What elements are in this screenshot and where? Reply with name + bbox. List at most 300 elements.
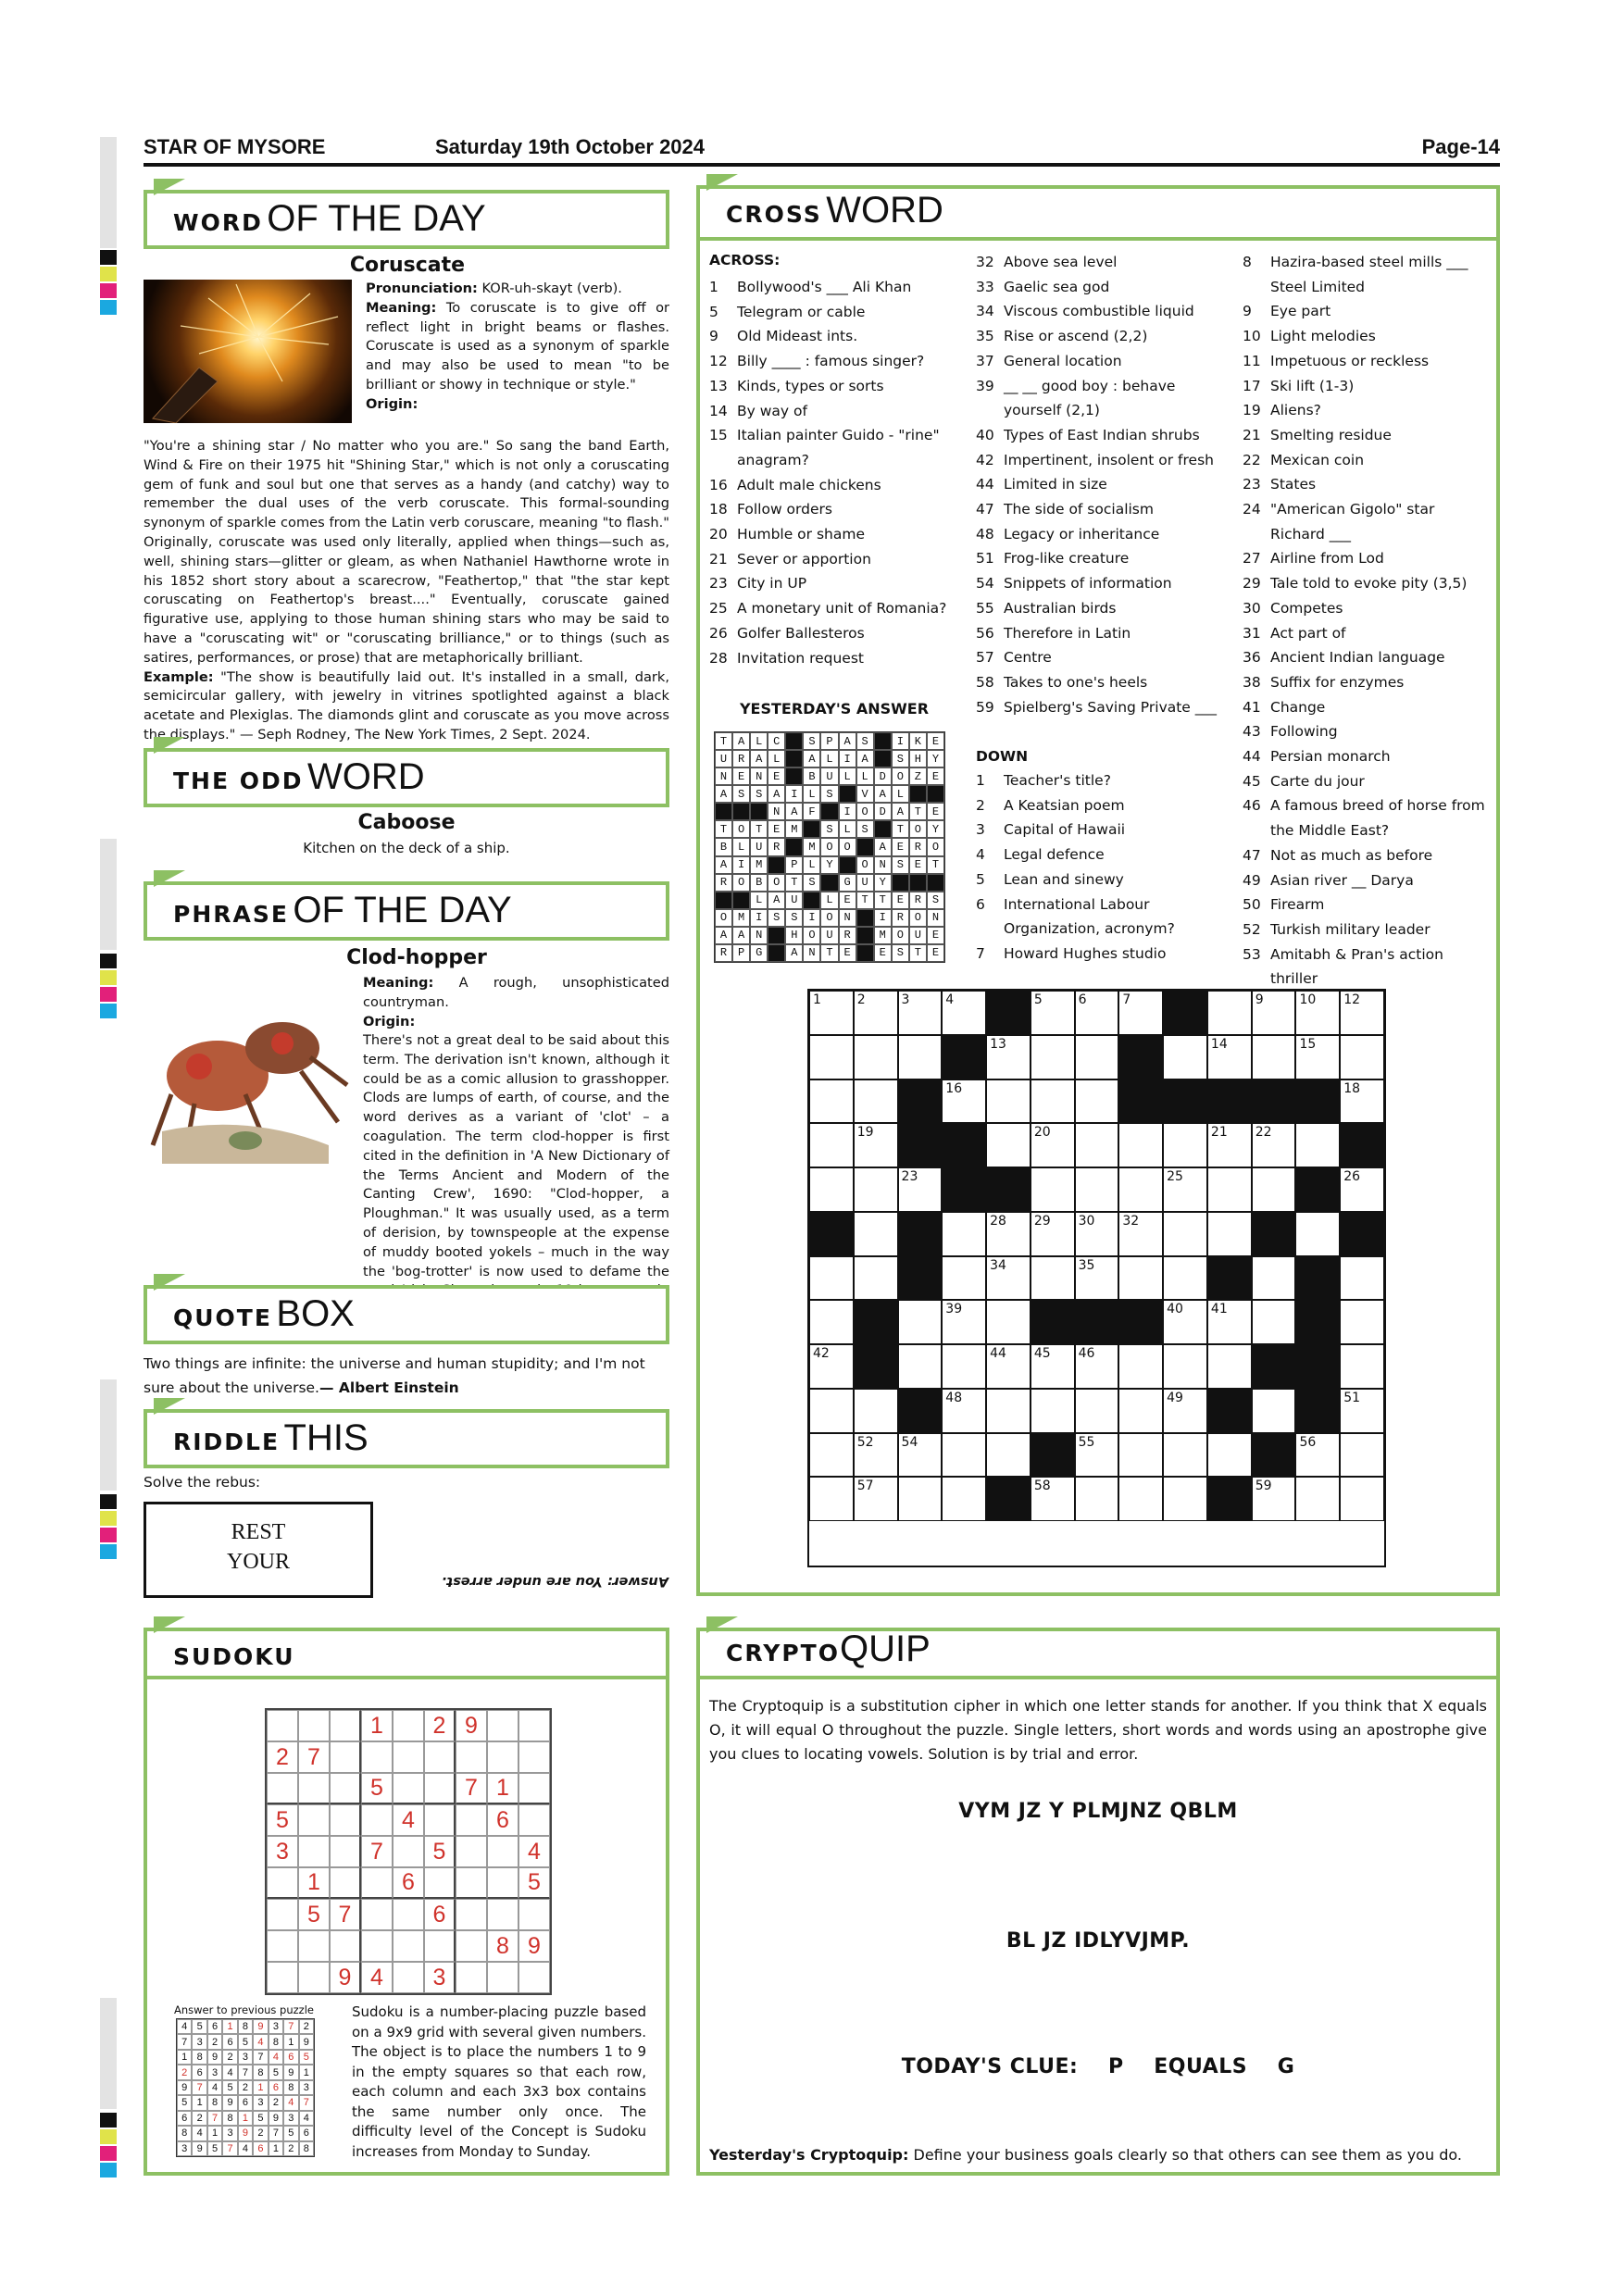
clue-item bbox=[976, 423, 1230, 448]
answer-black-square bbox=[768, 856, 785, 874]
crossword-cell[interactable] bbox=[1207, 1300, 1252, 1344]
crossword-cell[interactable] bbox=[898, 1433, 943, 1478]
quote-author: — Albert Einstein bbox=[319, 1379, 459, 1396]
sudoku-answer-cell: 5 bbox=[299, 2050, 314, 2065]
clue-text: Following bbox=[1270, 723, 1338, 741]
clue-text: Australian birds bbox=[1004, 599, 1117, 617]
reg-swatch-cyan bbox=[100, 1544, 117, 1559]
crossword-cell[interactable] bbox=[1252, 1123, 1296, 1167]
sudoku-empty-cell[interactable] bbox=[424, 1741, 456, 1773]
banner-small-text: PHRASE bbox=[173, 901, 289, 928]
clue-number: 39 bbox=[976, 377, 994, 394]
crossword-cell[interactable] bbox=[986, 1035, 1031, 1079]
clue-item bbox=[709, 571, 959, 596]
answer-letter: T bbox=[909, 803, 927, 820]
crossword-cell[interactable] bbox=[986, 1344, 1031, 1389]
answer-letter: B bbox=[803, 767, 820, 785]
cell-number: 54 bbox=[901, 1434, 918, 1450]
crossword-cell[interactable] bbox=[1207, 1123, 1252, 1167]
crossword-cell[interactable] bbox=[1340, 1344, 1384, 1389]
sudoku-empty-cell[interactable] bbox=[330, 1741, 361, 1773]
clue-item bbox=[709, 374, 959, 399]
crossword-cell[interactable] bbox=[942, 1477, 986, 1521]
sudoku-empty-cell[interactable] bbox=[424, 1773, 456, 1804]
crossword-cell[interactable] bbox=[809, 1079, 854, 1124]
crossword-cell[interactable] bbox=[942, 1079, 986, 1124]
sudoku-answer-cell: 4 bbox=[299, 2111, 314, 2126]
cell-number: 48 bbox=[945, 1390, 963, 1405]
crossword-black-square bbox=[1295, 1344, 1340, 1389]
sudoku-empty-cell[interactable] bbox=[487, 1836, 518, 1867]
clue-number: 33 bbox=[976, 278, 994, 295]
crossword-cell[interactable] bbox=[1163, 1123, 1207, 1167]
sudoku-empty-cell[interactable] bbox=[424, 1867, 456, 1899]
clue-item bbox=[976, 917, 1230, 942]
crossword-cell[interactable] bbox=[809, 1477, 854, 1521]
crossword-cell[interactable] bbox=[942, 1256, 986, 1301]
crossword-cell[interactable] bbox=[1163, 1035, 1207, 1079]
cell-number: 10 bbox=[1299, 992, 1317, 1007]
sudoku-answer-cell: 1 bbox=[299, 2065, 314, 2079]
clue-number: 27 bbox=[1243, 550, 1261, 568]
banner-corner-icon bbox=[706, 174, 738, 191]
crossword-cell[interactable] bbox=[986, 1256, 1031, 1301]
sudoku-answer-cell: 6 bbox=[269, 2080, 283, 2095]
crossword-cell[interactable] bbox=[854, 1389, 898, 1433]
crossword-cell[interactable] bbox=[809, 1389, 854, 1433]
crossword-cell[interactable] bbox=[1340, 991, 1384, 1035]
clue-text: By way of bbox=[737, 402, 807, 419]
banner-small-text: CROSS bbox=[726, 201, 822, 228]
crossword-cell[interactable] bbox=[942, 1389, 986, 1433]
clue-text: Impertinent, insolent or fresh bbox=[1004, 451, 1214, 468]
clue-label: TODAY'S CLUE: bbox=[901, 2055, 1079, 2078]
crossword-cell[interactable] bbox=[1118, 1344, 1163, 1389]
crossword-cell[interactable] bbox=[1340, 1300, 1384, 1344]
crossword-cell[interactable] bbox=[854, 1433, 898, 1478]
sudoku-answer-cell: 8 bbox=[283, 2080, 298, 2095]
crossword-cell[interactable] bbox=[1252, 1167, 1296, 1212]
sudoku-empty-cell[interactable] bbox=[487, 1710, 518, 1741]
clue-text: Mexican coin bbox=[1270, 451, 1365, 468]
crossword-cell[interactable] bbox=[1340, 1079, 1384, 1124]
answer-letter: I bbox=[839, 803, 856, 820]
sudoku-empty-cell[interactable] bbox=[487, 1899, 518, 1930]
crossword-cell[interactable] bbox=[1340, 1389, 1384, 1433]
sudoku-given-cell: 9 bbox=[330, 1962, 361, 1993]
clue-item bbox=[709, 423, 959, 448]
crossword-cell[interactable] bbox=[1075, 1344, 1119, 1389]
sudoku-empty-cell[interactable] bbox=[330, 1836, 361, 1867]
crossword-cell[interactable] bbox=[1340, 1433, 1384, 1478]
crossword-cell[interactable] bbox=[1031, 1212, 1075, 1256]
crossword-cell[interactable] bbox=[1295, 1477, 1340, 1521]
sudoku-empty-cell[interactable] bbox=[298, 1930, 330, 1962]
sudoku-empty-cell[interactable] bbox=[267, 1962, 298, 1993]
sudoku-empty-cell[interactable] bbox=[518, 1710, 550, 1741]
sudoku-empty-cell[interactable] bbox=[298, 1804, 330, 1836]
crossword-black-square bbox=[854, 1344, 898, 1389]
crossword-cell[interactable] bbox=[1118, 1212, 1163, 1256]
crossword-cell[interactable] bbox=[942, 1300, 986, 1344]
sudoku-empty-cell[interactable] bbox=[456, 1962, 487, 1993]
sudoku-empty-cell[interactable] bbox=[330, 1773, 361, 1804]
clue-item bbox=[709, 300, 959, 325]
sudoku-empty-cell[interactable] bbox=[393, 1962, 424, 1993]
clue-item bbox=[976, 695, 1230, 720]
clue-text: Golfer Ballesteros bbox=[737, 624, 865, 642]
sudoku-given-cell: 1 bbox=[298, 1867, 330, 1899]
crossword-cell[interactable] bbox=[1031, 1079, 1075, 1124]
crossword-cell[interactable] bbox=[1118, 1477, 1163, 1521]
answer-letter: S bbox=[732, 785, 750, 803]
crossword-cell[interactable] bbox=[986, 1433, 1031, 1478]
crossword-cell[interactable] bbox=[1207, 1035, 1252, 1079]
crossword-cell[interactable] bbox=[942, 1433, 986, 1478]
reg-swatch-magenta bbox=[100, 1528, 117, 1542]
clue-item bbox=[1243, 522, 1493, 547]
crossword-cell[interactable] bbox=[898, 1344, 943, 1389]
answer-black-square bbox=[856, 909, 874, 927]
crossword-cell[interactable] bbox=[854, 1167, 898, 1212]
answer-letter: K bbox=[909, 732, 927, 750]
sudoku-answer-cell: 2 bbox=[222, 2050, 237, 2065]
crossword-cell[interactable] bbox=[898, 1300, 943, 1344]
sudoku-empty-cell[interactable] bbox=[267, 1930, 298, 1962]
crossword-cell[interactable] bbox=[1118, 1256, 1163, 1301]
sudoku-empty-cell[interactable] bbox=[267, 1773, 298, 1804]
clue-text: Ski lift (1-3) bbox=[1270, 377, 1355, 394]
crossword-cell[interactable] bbox=[1031, 1344, 1075, 1389]
answer-letter: A bbox=[892, 803, 909, 820]
crossword-cell[interactable] bbox=[1075, 1212, 1119, 1256]
clue-item bbox=[1243, 818, 1493, 843]
answer-letter: E bbox=[927, 767, 944, 785]
crossword-cell[interactable] bbox=[1163, 1389, 1207, 1433]
answer-letter: S bbox=[820, 820, 838, 838]
sudoku-given-cell: 8 bbox=[487, 1930, 518, 1962]
sudoku-empty-cell[interactable] bbox=[267, 1867, 298, 1899]
sudoku-empty-cell[interactable] bbox=[487, 1867, 518, 1899]
crossword-cell[interactable] bbox=[1118, 1167, 1163, 1212]
clue-number: 51 bbox=[976, 550, 994, 568]
crossword-cell[interactable] bbox=[898, 1477, 943, 1521]
crossword-cell[interactable] bbox=[1075, 1167, 1119, 1212]
sudoku-empty-cell[interactable] bbox=[518, 1741, 550, 1773]
clue-item bbox=[1243, 843, 1493, 868]
pronunciation: KOR-uh-skayt (verb). bbox=[481, 281, 622, 296]
sudoku-empty-cell[interactable] bbox=[456, 1867, 487, 1899]
crossword-cell[interactable] bbox=[1340, 1256, 1384, 1301]
banner-corner-icon bbox=[706, 1616, 738, 1633]
crossword-cell[interactable] bbox=[986, 1212, 1031, 1256]
sudoku-empty-cell[interactable] bbox=[456, 1804, 487, 1836]
crossword-cell[interactable] bbox=[809, 1433, 854, 1478]
clue-item bbox=[1243, 349, 1493, 374]
sudoku-empty-cell[interactable] bbox=[518, 1962, 550, 1993]
sudoku-empty-cell[interactable] bbox=[518, 1773, 550, 1804]
crossword-cell[interactable] bbox=[1295, 1035, 1340, 1079]
sudoku-empty-cell[interactable] bbox=[298, 1710, 330, 1741]
sudoku-empty-cell[interactable] bbox=[330, 1930, 361, 1962]
sudoku-empty-cell[interactable] bbox=[298, 1962, 330, 1993]
crossword-cell[interactable] bbox=[1163, 1433, 1207, 1478]
crossword-cell[interactable] bbox=[1207, 1433, 1252, 1478]
clue-text: Firearm bbox=[1270, 896, 1325, 914]
sudoku-given-cell: 1 bbox=[361, 1710, 393, 1741]
answer-letter: L bbox=[803, 856, 820, 874]
answer-letter: O bbox=[909, 820, 927, 838]
sudoku-answer-cell: 8 bbox=[192, 2050, 206, 2065]
crossword-cell[interactable] bbox=[1207, 1344, 1252, 1389]
sudoku-empty-cell[interactable] bbox=[393, 1710, 424, 1741]
sudoku-empty-cell[interactable] bbox=[393, 1773, 424, 1804]
sudoku-empty-cell[interactable] bbox=[361, 1741, 393, 1773]
sudoku-empty-cell[interactable] bbox=[393, 1930, 424, 1962]
crossword-cell[interactable] bbox=[942, 1212, 986, 1256]
answer-letter: P bbox=[820, 732, 838, 750]
clue-item bbox=[1243, 868, 1493, 893]
crossword-cell[interactable] bbox=[1163, 1477, 1207, 1521]
answer-letter: R bbox=[909, 892, 927, 909]
crossword-cell[interactable] bbox=[1031, 1256, 1075, 1301]
sudoku-empty-cell[interactable] bbox=[424, 1930, 456, 1962]
sudoku-answer-cell: 2 bbox=[283, 2141, 298, 2156]
sudoku-empty-cell[interactable] bbox=[487, 1962, 518, 1993]
sudoku-answer-cell: 1 bbox=[269, 2141, 283, 2156]
answer-letter: O bbox=[892, 767, 909, 785]
sudoku-empty-cell[interactable] bbox=[330, 1867, 361, 1899]
sudoku-empty-cell[interactable] bbox=[361, 1930, 393, 1962]
crossword-cell[interactable] bbox=[1031, 1477, 1075, 1521]
crossword-cell[interactable] bbox=[1075, 991, 1119, 1035]
crossword-cell[interactable] bbox=[854, 1212, 898, 1256]
clue-number: 47 bbox=[976, 501, 994, 518]
sudoku-empty-cell[interactable] bbox=[456, 1930, 487, 1962]
crossword-cell[interactable] bbox=[942, 991, 986, 1035]
crossword-cell[interactable] bbox=[1075, 1079, 1119, 1124]
clue-item bbox=[976, 645, 1230, 670]
crossword-cell[interactable] bbox=[1118, 991, 1163, 1035]
answer-letter: U bbox=[820, 927, 838, 944]
clue-number: 50 bbox=[1243, 896, 1261, 914]
word-of-day-title: Coruscate bbox=[349, 254, 466, 277]
crossword-cell[interactable] bbox=[1163, 1167, 1207, 1212]
sudoku-answer-cell: 1 bbox=[238, 2111, 253, 2126]
crossword-cell[interactable] bbox=[1163, 1300, 1207, 1344]
clue-text: Act part of bbox=[1270, 624, 1346, 642]
crossword-cell[interactable] bbox=[1163, 1256, 1207, 1301]
sudoku-given-cell: 7 bbox=[456, 1773, 487, 1804]
crossword-cell[interactable] bbox=[1295, 1212, 1340, 1256]
sudoku-empty-cell[interactable] bbox=[456, 1899, 487, 1930]
sudoku-empty-cell[interactable] bbox=[456, 1836, 487, 1867]
answer-letter: R bbox=[909, 838, 927, 855]
crossword-cell[interactable] bbox=[809, 1123, 854, 1167]
answer-letter: E bbox=[839, 892, 856, 909]
crossword-black-square bbox=[1118, 1300, 1163, 1344]
clue-number: 53 bbox=[1243, 945, 1261, 963]
cell-number: 3 bbox=[901, 992, 910, 1007]
clue-item bbox=[1243, 645, 1493, 670]
crossword-cell[interactable] bbox=[898, 1167, 943, 1212]
crossword-cell[interactable] bbox=[854, 1256, 898, 1301]
sudoku-given-cell: 4 bbox=[393, 1804, 424, 1836]
crossword-cell[interactable] bbox=[898, 991, 943, 1035]
answer-letter: M bbox=[750, 856, 768, 874]
crossword-cell[interactable] bbox=[1075, 1035, 1119, 1079]
crossword-cell[interactable] bbox=[809, 1256, 854, 1301]
answer-black-square bbox=[892, 874, 909, 892]
clue-item bbox=[976, 768, 1230, 793]
answer-black-square bbox=[927, 874, 944, 892]
crossword-cell[interactable] bbox=[1207, 1212, 1252, 1256]
crossword-cell[interactable] bbox=[854, 1477, 898, 1521]
sudoku-empty-cell[interactable] bbox=[393, 1741, 424, 1773]
sudoku-empty-cell[interactable] bbox=[267, 1710, 298, 1741]
sudoku-empty-cell[interactable] bbox=[361, 1899, 393, 1930]
sudoku-answer-cell: 8 bbox=[253, 2065, 268, 2079]
sudoku-empty-cell[interactable] bbox=[518, 1804, 550, 1836]
crossword-cell[interactable] bbox=[986, 1389, 1031, 1433]
reg-swatch-black bbox=[100, 250, 117, 265]
clue-number: 42 bbox=[976, 451, 994, 468]
clue-number: 5 bbox=[709, 303, 718, 320]
sudoku-empty-cell[interactable] bbox=[393, 1836, 424, 1867]
answer-letter: L bbox=[750, 732, 768, 750]
sudoku-answer-cell: 1 bbox=[283, 2034, 298, 2049]
cell-number: 2 bbox=[856, 992, 866, 1007]
crossword-cell[interactable] bbox=[1252, 1389, 1296, 1433]
answer-black-square bbox=[856, 944, 874, 962]
crossword-cell[interactable] bbox=[854, 1035, 898, 1079]
sudoku-empty-cell[interactable] bbox=[330, 1710, 361, 1741]
crossword-cell[interactable] bbox=[1031, 991, 1075, 1035]
crossword-cell[interactable] bbox=[1340, 1035, 1384, 1079]
crossword-cell[interactable] bbox=[809, 1344, 854, 1389]
crossword-cell[interactable] bbox=[1075, 1433, 1119, 1478]
crossword-cell[interactable] bbox=[1252, 1300, 1296, 1344]
clue-text: Limited in size bbox=[1004, 476, 1107, 493]
clue-number: 23 bbox=[1243, 476, 1261, 493]
crossword-cell[interactable] bbox=[1031, 1389, 1075, 1433]
cell-number: 6 bbox=[1078, 992, 1087, 1007]
crossword-cell[interactable] bbox=[1118, 1433, 1163, 1478]
sudoku-answer-cell: 2 bbox=[269, 2095, 283, 2110]
answer-letter: R bbox=[768, 838, 785, 855]
sudoku-empty-cell[interactable] bbox=[456, 1741, 487, 1773]
crossword-cell[interactable] bbox=[1295, 991, 1340, 1035]
crossword-cell[interactable] bbox=[1163, 1212, 1207, 1256]
crossword-cell[interactable] bbox=[942, 1344, 986, 1389]
sudoku-empty-cell[interactable] bbox=[424, 1804, 456, 1836]
sudoku-empty-cell[interactable] bbox=[267, 1899, 298, 1930]
crossword-cell[interactable] bbox=[809, 991, 854, 1035]
cell-number: 16 bbox=[945, 1080, 963, 1096]
reg-swatch-black bbox=[100, 1494, 117, 1509]
crossword-cell[interactable] bbox=[1252, 1035, 1296, 1079]
crossword-black-square bbox=[1295, 1079, 1340, 1124]
crossword-cell[interactable] bbox=[1031, 1167, 1075, 1212]
crossword-cell[interactable] bbox=[1163, 1344, 1207, 1389]
sudoku-grid bbox=[265, 1708, 552, 1995]
crossword-cell[interactable] bbox=[854, 991, 898, 1035]
sudoku-empty-cell[interactable] bbox=[361, 1804, 393, 1836]
sudoku-empty-cell[interactable] bbox=[298, 1836, 330, 1867]
crossword-cell[interactable] bbox=[986, 1300, 1031, 1344]
crossword-cell[interactable] bbox=[1340, 1477, 1384, 1521]
crossword-cell[interactable] bbox=[1207, 1167, 1252, 1212]
sudoku-answer-cell: 5 bbox=[269, 2065, 283, 2079]
answer-letter: A bbox=[839, 732, 856, 750]
clue-text: Legal defence bbox=[1004, 846, 1105, 864]
clue-number: 6 bbox=[976, 895, 985, 913]
sudoku-given-cell: 4 bbox=[361, 1962, 393, 1993]
sudoku-answer-cell: 9 bbox=[177, 2080, 192, 2095]
answer-letter: B bbox=[715, 838, 732, 855]
sudoku-empty-cell[interactable] bbox=[393, 1899, 424, 1930]
crossword-cell[interactable] bbox=[809, 1167, 854, 1212]
crossword-cell[interactable] bbox=[1252, 991, 1296, 1035]
clue-item bbox=[1243, 695, 1493, 720]
clue-number: 16 bbox=[709, 476, 728, 493]
sudoku-empty-cell[interactable] bbox=[518, 1899, 550, 1930]
crossword-cell[interactable] bbox=[986, 1123, 1031, 1167]
crossword-cell[interactable] bbox=[1075, 1256, 1119, 1301]
crossword-cell[interactable] bbox=[1295, 1123, 1340, 1167]
sudoku-empty-cell[interactable] bbox=[330, 1804, 361, 1836]
answer-letter: M bbox=[874, 927, 892, 944]
crossword-black-square bbox=[942, 1167, 986, 1212]
crossword-cell[interactable] bbox=[1340, 1167, 1384, 1212]
answer-letter: A bbox=[874, 785, 892, 803]
crossword-cell[interactable] bbox=[809, 1035, 854, 1079]
crossword-cell[interactable] bbox=[1075, 1389, 1119, 1433]
crossword-cell[interactable] bbox=[1207, 991, 1252, 1035]
clue-number: 21 bbox=[1243, 426, 1261, 443]
crossword-cell[interactable] bbox=[1031, 1123, 1075, 1167]
crossword-cell[interactable] bbox=[1031, 1035, 1075, 1079]
clue-text: Snippets of information bbox=[1004, 575, 1172, 593]
crossword-cell[interactable] bbox=[986, 1079, 1031, 1124]
answer-letter: A bbox=[715, 927, 732, 944]
answer-letter: R bbox=[715, 874, 732, 892]
sudoku-answer-cell: 1 bbox=[222, 2019, 237, 2034]
crossword-cell[interactable] bbox=[1295, 1433, 1340, 1478]
clue-number: 55 bbox=[976, 599, 994, 617]
crossword-cell[interactable] bbox=[1118, 1389, 1163, 1433]
sudoku-answer-cell: 6 bbox=[299, 2126, 314, 2140]
clue-number: 11 bbox=[1243, 352, 1261, 369]
answer-letter: A bbox=[715, 785, 732, 803]
crossword-cell[interactable] bbox=[898, 1035, 943, 1079]
crossword-cell[interactable] bbox=[1075, 1123, 1119, 1167]
sudoku-empty-cell[interactable] bbox=[361, 1867, 393, 1899]
crossword-cell[interactable] bbox=[854, 1123, 898, 1167]
crossword-cell[interactable] bbox=[809, 1300, 854, 1344]
reg-swatch-cyan bbox=[100, 1004, 117, 1018]
banner-large-text: OF THE DAY bbox=[293, 890, 512, 930]
crossword-cell[interactable] bbox=[1118, 1123, 1163, 1167]
clue-number: 58 bbox=[976, 673, 994, 691]
crossword-cell[interactable] bbox=[854, 1079, 898, 1124]
clue-text: Competes bbox=[1270, 599, 1343, 617]
crossword-cell[interactable] bbox=[1252, 1477, 1296, 1521]
sudoku-empty-cell[interactable] bbox=[487, 1741, 518, 1773]
sudoku-empty-cell[interactable] bbox=[298, 1773, 330, 1804]
crossword-cell[interactable] bbox=[1075, 1477, 1119, 1521]
crossword-cell[interactable] bbox=[1252, 1256, 1296, 1301]
